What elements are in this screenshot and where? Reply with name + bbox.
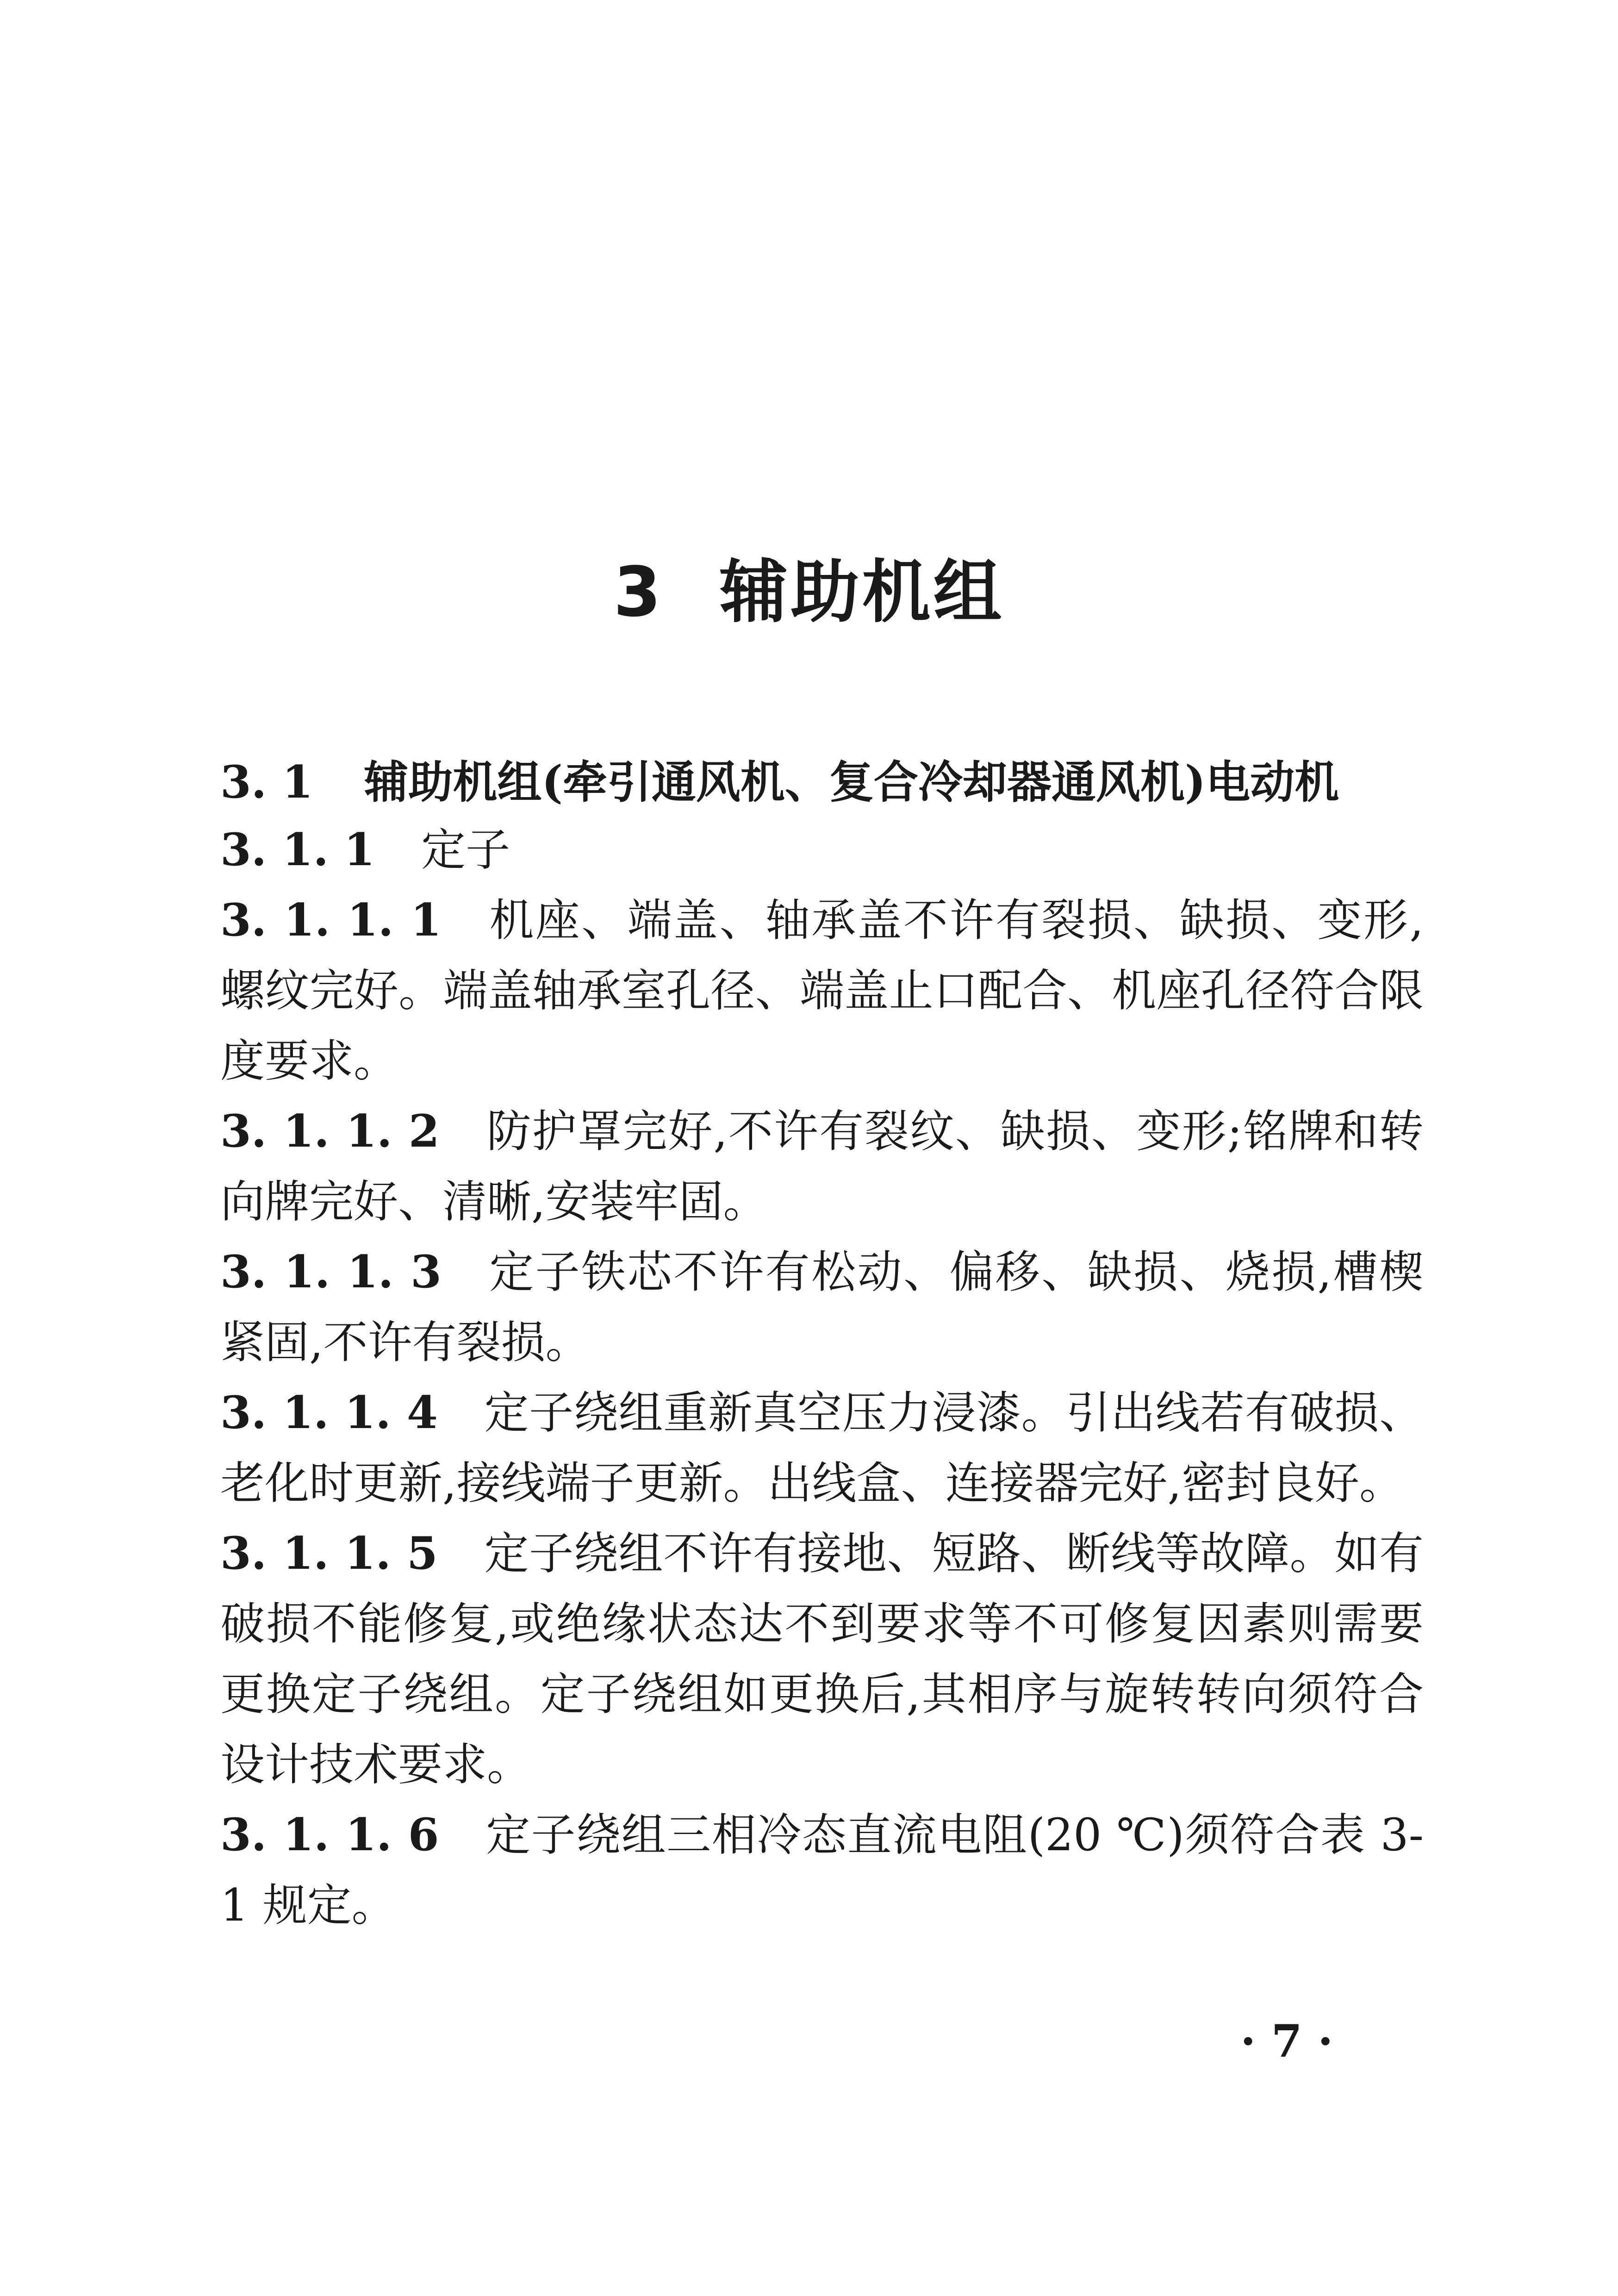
section-title-paren: (牵引通风机、复合冷却器通风机) (541, 755, 1206, 808)
subsection-heading (220, 815, 1424, 885)
chapter-title (0, 550, 1618, 634)
clause-number: 3. 1. 1. 5 (220, 1527, 438, 1579)
chapter-title-text: 辅助机组 (719, 552, 1005, 632)
section-title-lead: 辅助机组 (364, 756, 542, 808)
clause-number: 3. 1. 1. 2 (220, 1105, 440, 1157)
clause (220, 1800, 1424, 1940)
clause (220, 1518, 1424, 1800)
clause (220, 1237, 1424, 1378)
subsection-title: 定子 (421, 824, 510, 876)
page-number: · 7 · (1240, 2015, 1333, 2067)
clause-text: 防护罩完好,不许有裂纹、缺损、变形;铭牌和转向牌完好、清晰,安装牢固。 (220, 1105, 1424, 1228)
clause-number: 3. 1. 1. 6 (220, 1809, 439, 1861)
body-content (220, 815, 1424, 1940)
clause (220, 1378, 1424, 1518)
subsection-number: 3. 1. 1 (220, 824, 375, 876)
clause-text: 定子绕组三相冷态直流电阻(20 ℃)须符合表 3-1 规定。 (220, 1809, 1424, 1931)
clause-text: 机座、端盖、轴承盖不许有裂损、缺损、变形,螺纹完好。端盖轴承室孔径、端盖止口配合、机座孔径符合限度要求。 (220, 894, 1424, 1087)
clause-text: 定子铁芯不许有松动、偏移、缺损、烧损,槽楔紧固,不许有裂损。 (220, 1246, 1424, 1368)
clause-text: 定子绕组不许有接地、短路、断线等故障。如有破损不能修复,或绝缘状态达不到要求等不可修复因素则需要更换定子绕组。定子绕组如更换后,其相序与旋转转向须符合设计技术要求。 (220, 1528, 1424, 1791)
clause-number: 3. 1. 1. 3 (220, 1246, 442, 1298)
clause-text: 定子绕组重新真空压力浸漆。引出线若有破损、老化时更新,接线端子更新。出线盒、连接器完好,密封良好。 (220, 1387, 1424, 1509)
section-title-tail: 电动机 (1206, 756, 1339, 808)
clause (220, 1096, 1424, 1237)
clause-number: 3. 1. 1. 4 (220, 1386, 438, 1439)
clause-number: 3. 1. 1. 1 (220, 894, 442, 946)
chapter-number: 3 (613, 552, 664, 632)
section-heading (220, 752, 1424, 812)
section-number: 3. 1 (220, 755, 313, 808)
clause (220, 885, 1424, 1096)
